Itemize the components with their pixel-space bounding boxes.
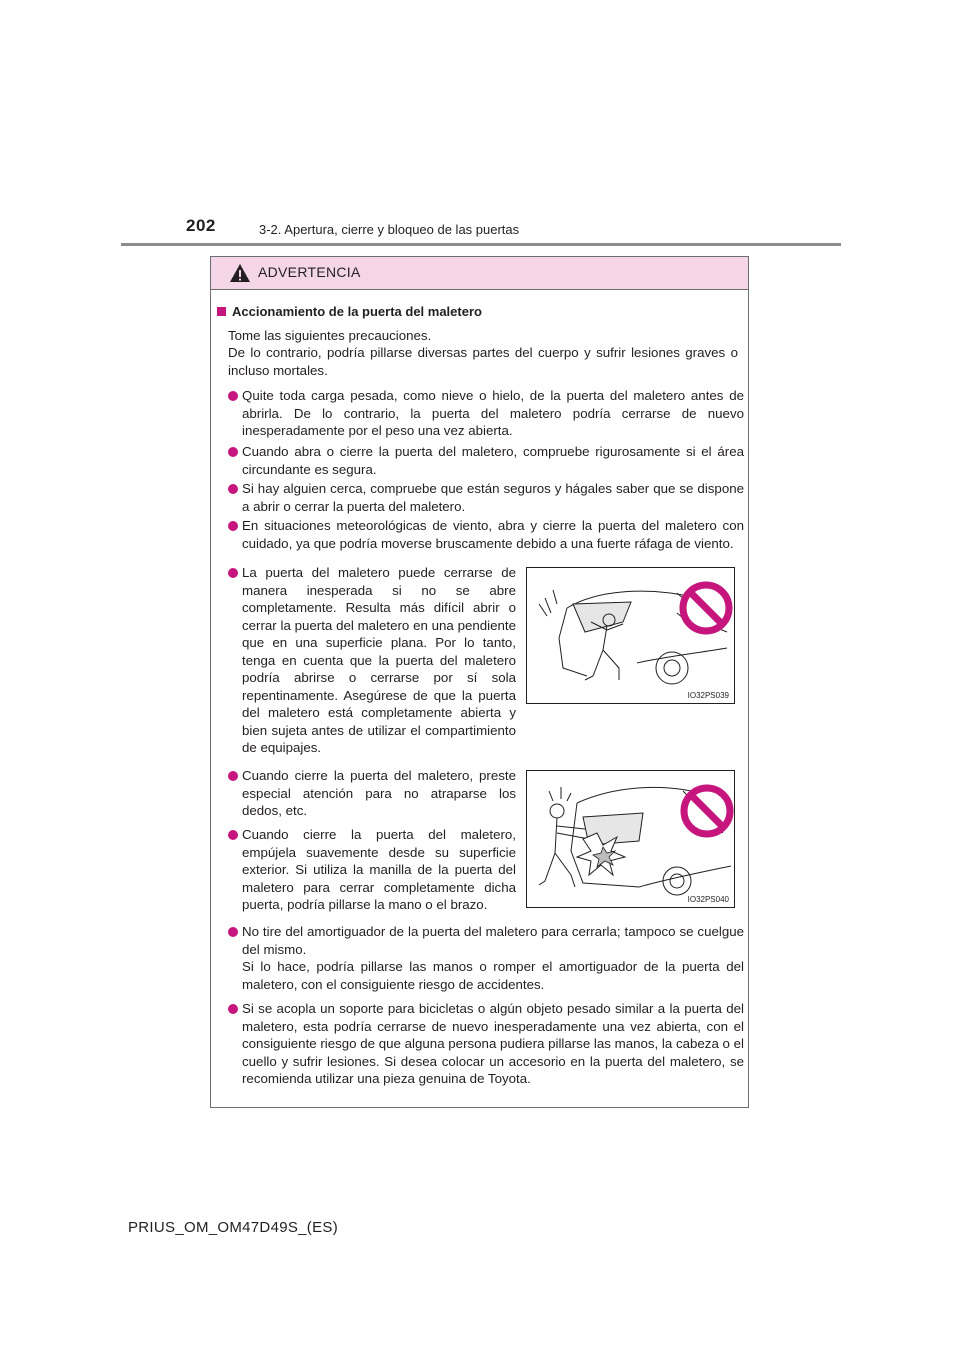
header-rule (121, 243, 841, 246)
warning-header (211, 257, 748, 290)
section-title: 3-2. Apertura, cierre y bloqueo de las puertas (259, 222, 520, 237)
bullet-dot-icon (228, 1004, 238, 1014)
figure-closing-tailgate (526, 770, 735, 908)
bullet-text: Si se acopla un soporte para bicicletas o algún objeto pesado similar a la puerta del maletero, esta podría cerrarse de nuevo inesperadamente una vez abierta, con el consiguiente riesgo de que alguna persona pudiera pillarse las manos, la cabeza o el cuello y sufrir lesiones. Si desea colocar un accesorio en la puerta del maletero, se recomienda utilizar una pieza genuina de Toyota. (242, 1001, 744, 1086)
page-header (0, 0, 960, 250)
warning-box (210, 256, 749, 1108)
bullet-text: Si lo hace, podría pillarse las manos o romper el amortiguador de la puerta del maletero, con el consiguiente riesgo de accidentes. (242, 959, 744, 992)
bullet-text: Cuando abra o cierre la puerta del maletero, compruebe rigurosamente si el área circundante es segura. (242, 444, 744, 477)
bullet-text: Quite toda carga pesada, como nieve o hielo, de la puerta del maletero antes de abrirla. De lo contrario, la puerta del maletero podría cerrarse de nuevo inesperadamente por el peso una vez abierta. (242, 388, 744, 438)
bullet-text: Cuando cierre la puerta del maletero, preste especial atención para no atraparse los dedos, etc. (242, 768, 516, 818)
bullet-text: En situaciones meteorológicas de viento, abra y cierre la puerta del maletero con cuidado, ya que podría moverse bruscamente debido a una fuerte ráfaga de viento. (242, 518, 744, 551)
illustration-hand-trapped (527, 771, 734, 907)
warning-triangle-icon (229, 263, 251, 283)
bullet-dot-icon (228, 447, 238, 457)
bullet-dot-icon (228, 484, 238, 494)
warning-label: ADVERTENCIA (258, 264, 361, 280)
figure-code: IO32PS040 (687, 895, 729, 904)
footer-doc-code: PRIUS_OM_OM47D49S_(ES) (128, 1219, 339, 1236)
bullet-dot-icon (228, 830, 238, 840)
intro-line-2: De lo contrario, podría pillarse diversas partes del cuerpo y sufrir lesiones graves o incluso mortales. (228, 345, 738, 378)
bullet-text: Si hay alguien cerca, compruebe que están seguros y hágales saber que se dispone a abrir o cerrar la puerta del maletero. (242, 481, 744, 514)
page-number: 202 (186, 216, 216, 235)
bullet-text: No tire del amortiguador de la puerta del maletero para cerrarla; tampoco se cuelgue del mismo. (242, 924, 744, 957)
figure-tailgate-closing (526, 567, 735, 704)
figure-code: IO32PS039 (687, 691, 729, 700)
bullet-dot-icon (228, 568, 238, 578)
illustration-person-under-tailgate (527, 568, 734, 703)
bullet-dot-icon (228, 927, 238, 937)
square-bullet-icon (217, 307, 226, 316)
bullet-dot-icon (228, 521, 238, 531)
intro-line-1: Tome las siguientes precauciones. (228, 328, 432, 343)
bullet-dot-icon (228, 771, 238, 781)
bullet-text: La puerta del maletero puede cerrarse de manera inesperada si no se abre completamente. Resulta más difícil abrir o cerrar la puerta del maletero en una pendiente que en una superficie plana. Por lo tanto, tenga en cuenta que la puerta del maletero podría abrirse o cerrarse por sí sola repentinamente. Asegúrese de que la puerta del maletero está completamente abierta y bien sujeta antes de utilizar el compartimiento de equipajes. (242, 565, 516, 755)
subheading (217, 304, 482, 319)
subheading-text: Accionamiento de la puerta del maletero (232, 304, 482, 319)
bullet-text: Cuando cierre la puerta del maletero, empújela suavemente desde su superficie exterior. Si utiliza la manilla de la puerta del maletero para cerrar completamente dicha puerta, podría pillarse la mano o el brazo. (242, 827, 516, 912)
bullet-dot-icon (228, 391, 238, 401)
